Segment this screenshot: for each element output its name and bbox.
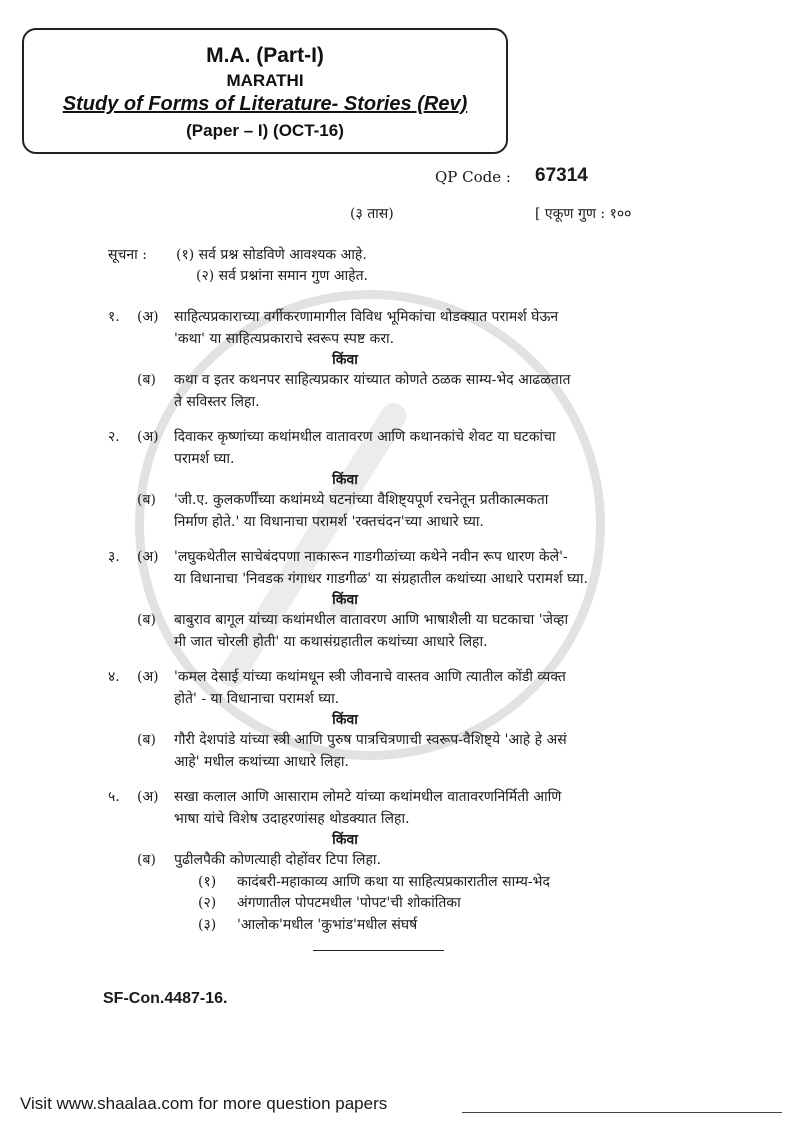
subitem-text: अंगणातील पोपटमधील 'पोपट'ची शोकांतिका: [237, 895, 461, 911]
question-text-line: दिवाकर कृष्णांच्या कथांमधील वातावरण आणि कथानकांचे शेवट या घटकांचा: [174, 429, 556, 445]
end-divider: [313, 950, 444, 951]
question-block: [108, 427, 728, 533]
question-block: [108, 547, 728, 653]
qp-code-value: 67314: [535, 165, 588, 186]
part-b-label: (ब): [137, 372, 156, 388]
subitem-row: [108, 893, 728, 915]
part-b-label: (ब): [137, 852, 156, 868]
instruction-item: (१) सर्व प्रश्न सोडविणे आवश्यक आहे.: [176, 246, 367, 263]
subitem-row: [108, 872, 728, 894]
question-text-line: ते सविस्तर लिहा.: [174, 393, 260, 410]
question-row: [108, 752, 728, 774]
question-text-line: निर्माण होते.' या विधानाचा परामर्श 'रक्तचंदन'च्या आधारे घ्या.: [174, 513, 484, 530]
subitem-number: (२): [198, 895, 217, 911]
question-text-line: या विधानाचा 'निवडक गंगाधर गाडगीळ' या संग्रहातील कथांच्या आधारे परामर्श घ्या.: [174, 570, 588, 587]
or-separator: किंवा: [332, 472, 358, 488]
question-text-line: कथा व इतर कथनपर साहित्यप्रकार यांच्यात कोणते ठळक साम्य-भेद आढळतात: [174, 372, 571, 388]
question-row: [108, 512, 728, 534]
question-row: [108, 490, 728, 512]
question-row: [108, 632, 728, 654]
question-row: [108, 610, 728, 632]
question-text-line: 'लघुकथेतील साचेबंदपणा नाकारून गाडगीळांच्या कथेने नवीन रूप धारण केले'-: [174, 549, 568, 565]
instruction-row: [108, 244, 368, 265]
question-number: २.: [108, 429, 120, 445]
part-a-label: (अ): [137, 789, 159, 805]
question-block: [108, 787, 728, 936]
question-row: [108, 667, 728, 689]
subitem-text: 'आलोक'मधील 'कुभांड'मधील संघर्ष: [237, 916, 418, 933]
header-box: [22, 28, 508, 154]
instruction-row: [108, 265, 368, 286]
duration: (३ तास): [350, 206, 394, 222]
footer-code: SF-Con.4487-16.: [103, 990, 228, 1007]
question-text-line: बाबुराव बागूल यांच्या कथांमधील वातावरण आणि भाषाशैली या घटकाचा 'जेव्हा: [174, 612, 569, 628]
question-number: ३.: [108, 549, 120, 565]
question-row: [108, 730, 728, 752]
question-row: [108, 307, 728, 329]
question-row: [108, 809, 728, 831]
question-text-line: साहित्यप्रकाराच्या वर्गीकरणामागील विविध भूमिकांचा थोडक्यात परामर्श घेऊन: [174, 309, 559, 325]
subitem-row: [108, 915, 728, 937]
part-b-label: (ब): [137, 612, 156, 628]
question-text-line: 'कथा' या साहित्यप्रकाराचे स्वरूप स्पष्ट करा.: [174, 330, 395, 347]
question-row: [108, 370, 728, 392]
or-separator: किंवा: [332, 832, 358, 848]
part-a-label: (अ): [137, 669, 159, 685]
question-text-line: मी जात चोरली होती' या कथासंग्रहातील कथांच्या आधारे लिहा.: [174, 633, 488, 650]
question-text-line: गौरी देशपांडे यांच्या स्त्री आणि पुरुष पात्रचित्रणाची स्वरूप-वैशिष्ट्ये 'आहे हे असं: [174, 732, 567, 748]
question-row: [108, 329, 728, 351]
instruction-item: (२) सर्व प्रश्नांना समान गुण आहेत.: [196, 267, 368, 284]
question-text-line: भाषा यांचे विशेष उदाहरणांसह थोडक्यात लिहा.: [174, 810, 410, 827]
question-row: [108, 850, 728, 872]
footer-note: Visit www.shaalaa.com for more question papers: [20, 1094, 388, 1113]
paper-info: (Paper – I) (OCT-16): [186, 121, 344, 140]
question-row: [108, 787, 728, 809]
subject-title: MARATHI: [226, 71, 304, 90]
question-text-line: 'जी.ए. कुलकर्णींच्या कथांमध्ये घटनांच्या वैशिष्ट्यपूर्ण रचनेतून प्रतीकात्मकता: [174, 492, 549, 508]
part-b-label: (ब): [137, 732, 156, 748]
question-row: [108, 427, 728, 449]
question-block: [108, 667, 728, 773]
question-row: [108, 689, 728, 711]
or-separator: किंवा: [332, 352, 358, 368]
question-text-line: सखा कलाल आणि आसाराम लोमटे यांच्या कथांमधील वातावरणनिर्मिती आणि: [174, 789, 562, 805]
question-number: १.: [108, 309, 120, 325]
part-a-label: (अ): [137, 549, 159, 565]
subitem-text: कादंबरी-महाकाव्य आणि कथा या साहित्यप्रकारातील साम्य-भेद: [237, 873, 550, 890]
instructions-label: सूचना :: [108, 246, 147, 263]
part-a-label: (अ): [137, 429, 159, 445]
instructions: [108, 244, 368, 286]
footer-line: [462, 1112, 782, 1113]
course-title: M.A. (Part-I): [206, 44, 324, 67]
or-separator: किंवा: [332, 712, 358, 728]
qp-code-label: QP Code :: [435, 168, 511, 186]
question-text-line: होते' - या विधानाचा परामर्श घ्या.: [174, 690, 340, 707]
question-block: [108, 307, 728, 413]
paper-title: Study of Forms of Literature- Stories (Rev): [62, 93, 468, 115]
question-text-line: पुढीलपैकी कोणत्याही दोहोंवर टिपा लिहा.: [174, 852, 381, 868]
subitem-number: (३): [198, 916, 217, 933]
question-row: [108, 449, 728, 471]
question-text-line: 'कमल देसाई यांच्या कथांमधून स्त्री जीवनाचे वास्तव आणि त्यातील कोंडी व्यक्त: [174, 669, 566, 685]
questions-list: [108, 307, 728, 950]
question-row: [108, 392, 728, 414]
subitem-number: (१): [198, 873, 217, 890]
question-row: [108, 569, 728, 591]
or-separator: किंवा: [332, 592, 358, 608]
total-marks: [ एकूण गुण : १००: [535, 206, 632, 222]
question-text-line: आहे' मधील कथांच्या आधारे लिहा.: [174, 753, 350, 770]
question-row: [108, 547, 728, 569]
question-text-line: परामर्श घ्या.: [174, 450, 235, 467]
part-a-label: (अ): [137, 309, 159, 325]
part-b-label: (ब): [137, 492, 156, 508]
question-number: ४.: [108, 669, 120, 685]
question-number: ५.: [108, 789, 120, 805]
